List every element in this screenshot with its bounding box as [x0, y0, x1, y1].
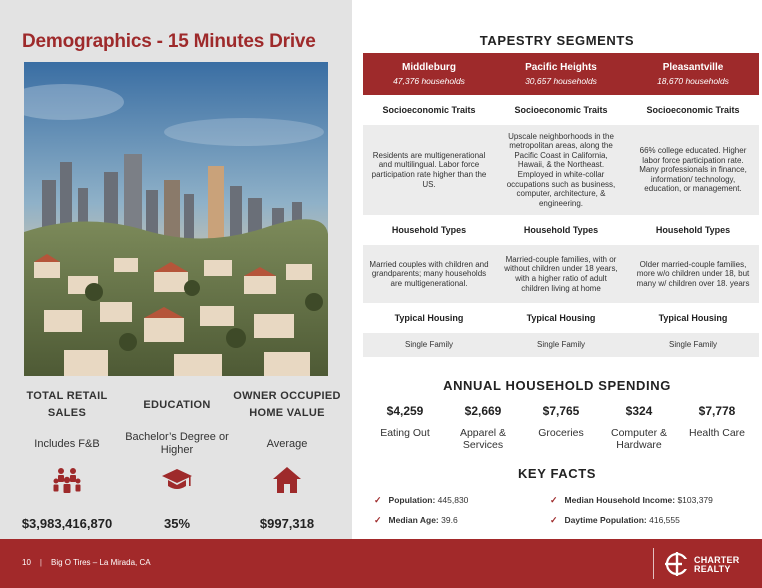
spending-item — [678, 404, 756, 439]
stat-education — [122, 388, 232, 531]
property-name: Big O Tires – La Mirada, CA — [50, 558, 151, 567]
stat-title: EDUCATION — [143, 398, 211, 411]
checkmark-icon: ✓ — [374, 495, 382, 505]
key-facts-title: KEY FACTS — [517, 466, 597, 481]
stat-total-retail-sales — [12, 388, 122, 531]
spending-item — [366, 404, 444, 439]
stat-title: TOTAL RETAIL SALES — [26, 390, 108, 419]
key-fact-item — [374, 495, 468, 506]
table-cell: 66% college educated. Higher labor force participation rate. Many professionals in finance, information/ technology, education, or management. — [627, 125, 759, 215]
footer-bar — [0, 539, 762, 588]
checkmark-icon: ✓ — [550, 515, 558, 525]
spending-label: Apparel & Services — [459, 427, 507, 451]
spending-value: $2,669 — [464, 404, 502, 418]
checkmark-icon: ✓ — [374, 515, 382, 525]
row-label: Socioeconomic Traits — [627, 95, 759, 125]
row-label: Household Types — [363, 215, 495, 245]
segment-header — [363, 53, 495, 95]
spending-item — [522, 404, 600, 439]
footer-text — [22, 558, 151, 567]
spending-value: $4,259 — [386, 404, 424, 418]
table-cell: Single Family — [363, 333, 495, 357]
row-label: Household Types — [627, 215, 759, 245]
stat-subtitle: Includes F&B — [34, 437, 100, 450]
table-cell: Residents are multigenerational and multilingual. Labor force participation rate higher than the US. — [363, 125, 495, 215]
table-cell: Married couples with children and grandparents; many households are multigenerational. — [363, 245, 495, 303]
charter-realty-logo-icon — [664, 551, 690, 582]
spending-value: $324 — [625, 404, 653, 418]
table-row-label — [363, 215, 759, 245]
footer-separator: | — [39, 558, 42, 567]
table-row — [363, 125, 759, 215]
segment-name: Pacific Heights — [525, 62, 597, 73]
fact-value: 445,830 — [437, 495, 469, 505]
row-label: Typical Housing — [495, 303, 627, 333]
stat-value: $3,983,416,870 — [21, 516, 113, 531]
fact-label: Median Age: — [388, 515, 439, 525]
row-label: Typical Housing — [363, 303, 495, 333]
checkmark-icon: ✓ — [550, 495, 558, 505]
key-fact-item — [550, 515, 680, 526]
segment-households: 30,657 households — [525, 76, 597, 86]
segment-name: Middleburg — [402, 62, 456, 73]
spending-label: Eating Out — [380, 427, 430, 439]
row-label: Socioeconomic Traits — [363, 95, 495, 125]
page-number: 10 — [22, 558, 31, 567]
table-row — [363, 245, 759, 303]
right-panel — [352, 0, 762, 539]
stat-value: 35% — [163, 516, 191, 531]
table-cell: Married-couple families, with or without children under 18 years, with a higher ratio of adult children living at home — [495, 245, 627, 303]
row-label: Household Types — [495, 215, 627, 245]
logo-text — [694, 556, 739, 574]
people-group-icon — [12, 462, 122, 498]
table-cell: Single Family — [627, 333, 759, 357]
graduation-cap-icon — [122, 462, 232, 498]
tapestry-table — [363, 53, 759, 357]
fact-label: Daytime Population: — [564, 515, 647, 525]
stat-subtitle: Average — [266, 437, 308, 450]
tapestry-title: TAPESTRY SEGMENTS — [479, 33, 635, 48]
tapestry-header-row — [363, 53, 759, 95]
city-skyline-photo — [24, 62, 328, 376]
stat-owner-occupied-home-value — [232, 388, 342, 531]
table-row — [363, 333, 759, 357]
stat-title: OWNER OCCUPIED HOME VALUE — [233, 390, 341, 419]
spending-value: $7,765 — [542, 404, 580, 418]
spending-label: Computer & Hardware — [610, 427, 668, 451]
logo-divider — [653, 548, 654, 579]
house-icon — [232, 462, 342, 498]
row-label: Socioeconomic Traits — [495, 95, 627, 125]
spending-title: ANNUAL HOUSEHOLD SPENDING — [443, 378, 671, 393]
segment-households: 47,376 households — [393, 76, 465, 86]
logo-line-1: CHARTER — [694, 555, 740, 565]
table-cell: Older married-couple families, more w/o children under 18, but many w/ children over 18. years — [627, 245, 759, 303]
stat-value: $997,318 — [259, 516, 315, 531]
stat-subtitle: Bachelor’s Degree or Higher — [125, 431, 229, 456]
fact-label: Median Household Income: — [564, 495, 676, 505]
key-fact-item — [374, 515, 458, 526]
fact-value: 416,555 — [649, 515, 680, 525]
fact-value: $103,379 — [677, 495, 713, 505]
left-panel — [0, 0, 352, 539]
spending-item — [444, 404, 522, 451]
spending-value: $7,778 — [698, 404, 736, 418]
table-cell: Single Family — [495, 333, 627, 357]
fact-value: 39.6 — [441, 515, 458, 525]
segment-name: Pleasantville — [662, 62, 724, 73]
table-row-label — [363, 303, 759, 333]
spending-label: Health Care — [688, 427, 746, 439]
segment-header — [627, 53, 759, 95]
segment-header — [495, 53, 627, 95]
spending-item — [600, 404, 678, 451]
logo-line-2: REALTY — [694, 564, 731, 574]
fact-label: Population: — [388, 495, 436, 505]
segment-households: 18,670 households — [657, 76, 729, 86]
key-fact-item — [550, 495, 713, 506]
row-label: Typical Housing — [627, 303, 759, 333]
table-row-label — [363, 95, 759, 125]
spending-label: Groceries — [538, 427, 584, 439]
table-cell: Upscale neighborhoods in the metropolitan areas, along the Pacific Coast in California, Hawaii, & the Northeast. Employed in white-collar occupations such as business, computer, architecture, & engineering. — [495, 125, 627, 215]
page-title: Demographics - 15 Minutes Drive — [22, 31, 316, 52]
